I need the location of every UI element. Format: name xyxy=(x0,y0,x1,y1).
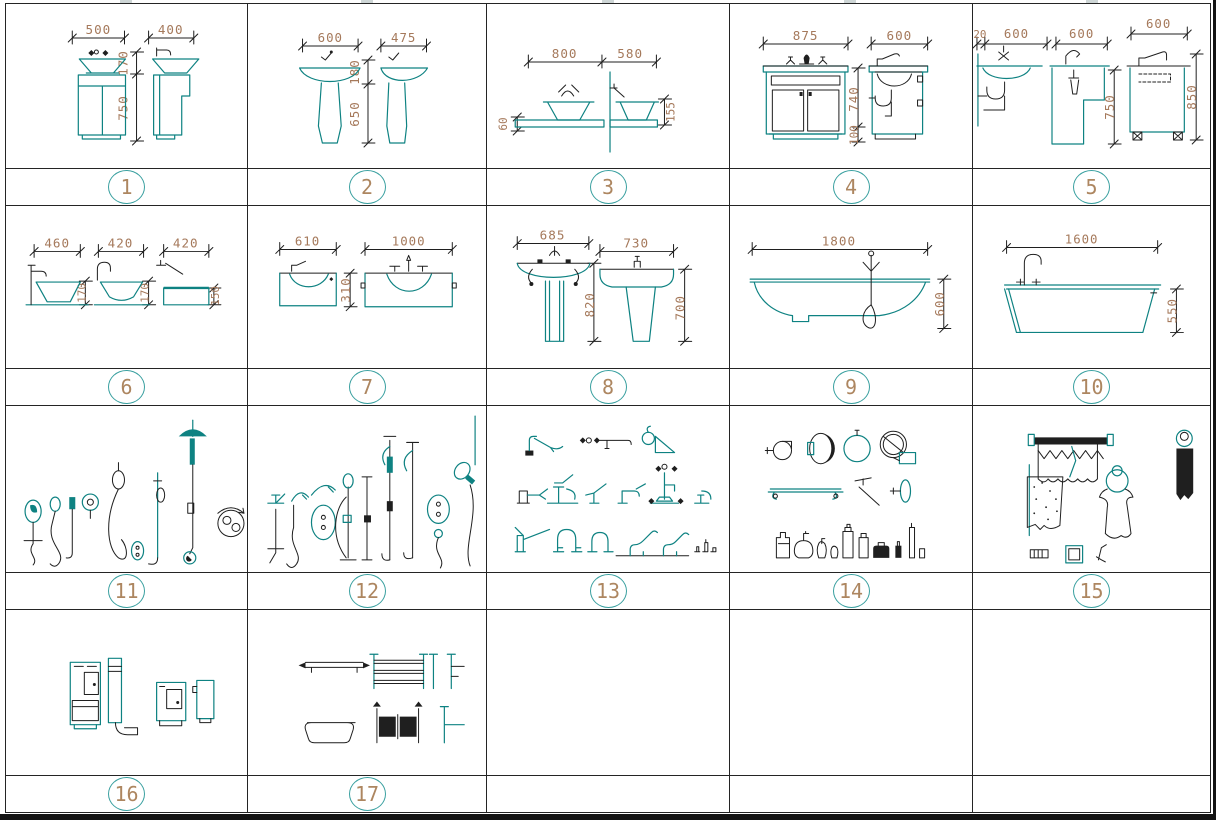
item-number: 6 xyxy=(120,375,133,399)
label-band-2 xyxy=(248,169,487,206)
label-band-17 xyxy=(248,776,487,812)
dim-width-1: 600 xyxy=(317,29,343,46)
fixture-drawing xyxy=(26,260,209,304)
dim-height-2: 155 xyxy=(664,102,678,122)
dimension-lines xyxy=(299,39,431,147)
dim-width-1: 500 xyxy=(85,22,112,37)
dim-height-1: 820 xyxy=(581,292,597,318)
label-band-1 xyxy=(6,169,248,206)
item-number-circle-1 xyxy=(108,170,145,204)
item-number-circle-3 xyxy=(590,170,627,204)
label-band-15 xyxy=(973,573,1210,610)
dim-height-2: 850 xyxy=(1184,84,1200,110)
dim-height-1: 170 xyxy=(75,283,89,303)
dim-height-2: 700 xyxy=(672,295,688,321)
fixture-drawing xyxy=(24,420,244,566)
fixture-drawing xyxy=(515,72,658,152)
dim-width-1: 1800 xyxy=(821,233,857,249)
label-band-8 xyxy=(487,369,730,406)
label-band-9 xyxy=(730,369,973,406)
cell-17-towel-bars xyxy=(248,610,487,776)
dim-width-1: 685 xyxy=(539,227,566,243)
drawing-wall-hung-basin-sections xyxy=(973,4,1210,168)
dimension-lines xyxy=(973,27,1203,148)
label-band-11 xyxy=(6,573,248,610)
dim-height-1: 550 xyxy=(1165,298,1180,324)
item-number-circle-17 xyxy=(349,777,386,811)
label-band-10 xyxy=(973,369,1210,406)
item-number-circle-9 xyxy=(833,370,870,404)
drawing-shower-sets-b xyxy=(248,406,486,572)
label-band-13 xyxy=(487,573,730,610)
item-number-circle-14 xyxy=(833,574,870,608)
dim-height-2: 650 xyxy=(347,101,363,127)
item-number: 5 xyxy=(1085,175,1098,199)
cell-18-empty xyxy=(487,610,730,776)
cad-block-sheet xyxy=(5,3,1211,813)
fixture-drawing xyxy=(70,658,214,734)
fixture-drawing xyxy=(977,46,1190,144)
label-band-7 xyxy=(248,369,487,406)
dimension-lines xyxy=(30,245,221,309)
fixture-drawing xyxy=(299,654,465,743)
fixture-drawing xyxy=(1027,430,1193,563)
item-number: 1 xyxy=(120,175,133,199)
label-band-6 xyxy=(6,369,248,406)
dim-height-1: 60 xyxy=(497,117,511,131)
dimension-lines xyxy=(513,237,691,346)
fixture-drawing xyxy=(515,426,716,556)
item-number: 11 xyxy=(114,579,139,603)
drawing-bathtub xyxy=(973,206,1210,368)
dim-height-1: 750 xyxy=(1102,94,1118,120)
dim-width-2: 600 xyxy=(886,28,913,43)
label-band-18-empty xyxy=(487,776,730,812)
dim-width-0: 20 xyxy=(973,27,987,42)
cell-7-wall-mounted-basins xyxy=(248,206,487,369)
item-number: 14 xyxy=(838,579,864,603)
item-number-circle-10 xyxy=(1073,370,1110,404)
label-band-5 xyxy=(973,169,1210,206)
dimension-lines xyxy=(276,243,456,311)
dim-width-2: 475 xyxy=(391,29,417,46)
drawing-countertop-basins xyxy=(6,206,247,368)
dim-width-1: 875 xyxy=(792,28,819,43)
dim-width-1: 1600 xyxy=(1064,232,1099,247)
dim-width-1: 800 xyxy=(551,46,578,61)
item-number: 10 xyxy=(1079,375,1104,399)
label-band-19-empty xyxy=(730,776,973,812)
cell-15-towels xyxy=(973,406,1210,573)
drawing-bathroom-accessories xyxy=(730,406,972,572)
dim-width-1: 460 xyxy=(44,235,71,251)
fixture-drawing xyxy=(765,430,924,558)
item-number: 12 xyxy=(354,579,380,603)
item-number: 3 xyxy=(601,175,615,199)
dim-width-2: 1000 xyxy=(391,234,426,249)
label-band-12 xyxy=(248,573,487,610)
cell-20-empty xyxy=(973,610,1210,776)
item-number: 9 xyxy=(844,375,858,399)
item-number: 17 xyxy=(354,782,380,806)
fixture-drawing xyxy=(763,54,927,139)
item-number: 16 xyxy=(114,782,139,806)
cell-13-faucets xyxy=(487,406,730,573)
item-number-circle-4 xyxy=(833,170,870,204)
drawing-shower-sets-a xyxy=(6,406,247,572)
label-band-16 xyxy=(6,776,248,812)
item-number-circle-15 xyxy=(1073,574,1110,608)
label-band-20-empty xyxy=(973,776,1210,812)
item-number: 7 xyxy=(360,375,374,399)
drawing-towels xyxy=(973,406,1210,572)
dimension-lines xyxy=(511,55,671,135)
drawing-pedestal-basins xyxy=(487,206,729,368)
drawing-vessel-sink-on-cabinet xyxy=(6,4,247,168)
item-number: 4 xyxy=(844,175,858,199)
item-number-circle-11 xyxy=(108,574,145,608)
drawing-vanity-cabinet xyxy=(730,4,972,168)
cell-8-pedestal-basins xyxy=(487,206,730,369)
drawing-counter-vessel-basin xyxy=(487,4,729,168)
dimension-lines xyxy=(68,31,198,145)
dim-width-2: 400 xyxy=(157,22,184,37)
cell-6-countertop-basins xyxy=(6,206,248,369)
item-number-circle-13 xyxy=(590,574,627,608)
drawing-towel-bars xyxy=(248,610,486,775)
item-number: 2 xyxy=(360,175,374,199)
drawing-wall-mounted-basins xyxy=(248,206,486,368)
dim-height-1: 180 xyxy=(347,59,363,85)
cell-14-bathroom-accessories xyxy=(730,406,973,573)
item-number-circle-6 xyxy=(108,370,145,404)
item-number: 13 xyxy=(595,579,621,603)
item-number-circle-12 xyxy=(349,574,386,608)
cell-4-vanity-cabinet xyxy=(730,4,973,169)
cell-10-bathtub xyxy=(973,206,1210,369)
label-band-14 xyxy=(730,573,973,610)
drawing-oval-bathtub xyxy=(730,206,972,368)
dim-height-3: 150 xyxy=(208,286,222,306)
dim-height-1: 600 xyxy=(931,291,947,317)
item-number-circle-8 xyxy=(590,370,627,404)
dim-width-1: 600 xyxy=(1003,25,1030,42)
dimension-lines xyxy=(748,243,951,333)
cell-11-shower-sets-a xyxy=(6,406,248,573)
item-number-circle-2 xyxy=(349,170,386,204)
dim-width-1: 610 xyxy=(294,234,321,249)
cell-19-empty xyxy=(730,610,973,776)
item-number: 8 xyxy=(601,375,615,399)
dim-height-2: 750 xyxy=(115,95,131,121)
sheet-bottom-border xyxy=(0,814,1216,820)
fixture-drawing xyxy=(78,48,199,139)
drawing-wall-dispensers xyxy=(6,610,247,775)
cell-9-oval-bathtub xyxy=(730,206,973,369)
cell-1-vessel-sink-on-cabinet xyxy=(6,4,248,169)
dim-height-1: 740 xyxy=(846,86,862,112)
dim-height-1: 310 xyxy=(339,277,354,303)
drawing-pedestal-basin xyxy=(248,4,486,168)
dim-width-2: 580 xyxy=(617,46,644,61)
fixture-drawing xyxy=(750,251,929,328)
dim-width-2: 420 xyxy=(107,235,134,251)
dim-height-1: 170 xyxy=(115,50,131,76)
label-band-4 xyxy=(730,169,973,206)
fixture-drawing xyxy=(268,416,475,568)
cell-12-shower-sets-b xyxy=(248,406,487,573)
dim-width-2: 730 xyxy=(623,235,650,251)
dim-width-3: 600 xyxy=(1146,15,1172,32)
dim-height-2: 170 xyxy=(138,283,152,303)
cell-16-wall-dispensers xyxy=(6,610,248,776)
drawing-faucets xyxy=(487,406,729,572)
item-number-circle-7 xyxy=(349,370,386,404)
item-number-circle-16 xyxy=(108,777,145,811)
item-number: 15 xyxy=(1079,579,1104,603)
dim-width-2: 600 xyxy=(1069,25,1095,42)
dim-width-3: 420 xyxy=(172,235,199,251)
fixture-drawing xyxy=(300,51,428,144)
dim-height-2: 100 xyxy=(848,125,862,145)
fixture-drawing xyxy=(280,255,457,306)
cell-2-pedestal-basin xyxy=(248,4,487,169)
fixture-drawing xyxy=(1005,254,1161,332)
item-number-circle-5 xyxy=(1073,170,1110,204)
label-band-3 xyxy=(487,169,730,206)
cell-5-wall-hung-basin-sections xyxy=(973,4,1210,169)
cell-3-counter-vessel-basin xyxy=(487,4,730,169)
